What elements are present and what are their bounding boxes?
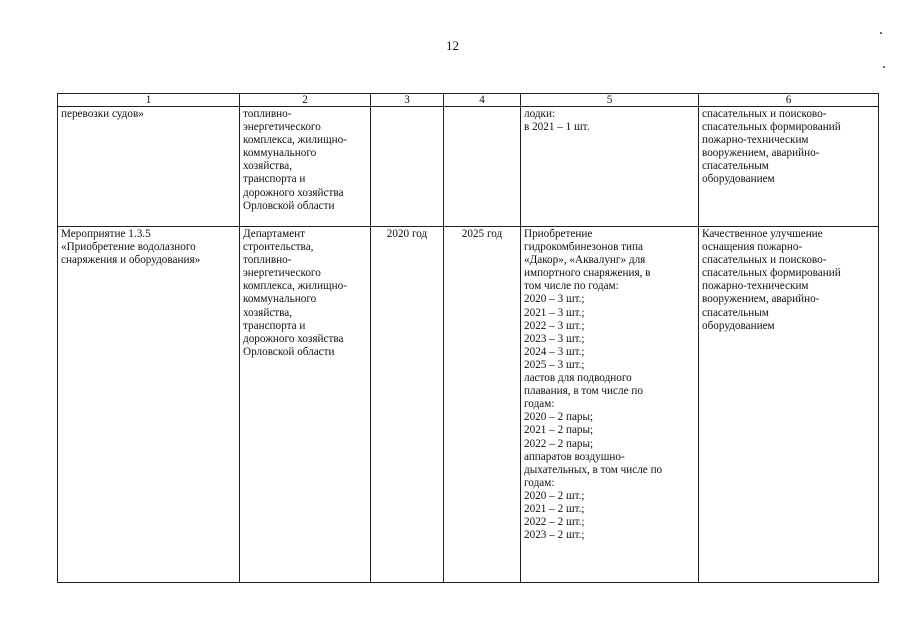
- cell-text-line: том числе по годам:: [524, 280, 619, 293]
- column-header-3: 3: [371, 94, 444, 107]
- cell-text-line: вооружением, аварийно-: [702, 293, 820, 306]
- cell-text-line: хозяйства,: [243, 160, 293, 173]
- header-row: [58, 94, 879, 107]
- cell-text-line: дорожного хозяйства: [243, 332, 344, 345]
- cell-text-line: хозяйства,: [243, 306, 293, 319]
- cell-text-line: спасательным: [702, 306, 769, 319]
- cell-text-line: 2020 год: [386, 228, 428, 240]
- cell-text-line: пожарно-техническим: [702, 134, 809, 147]
- cell-text-line: годам:: [524, 476, 555, 489]
- cell-text-line: 2021 – 2 пары;: [524, 424, 594, 437]
- cell-text-line: комплекса, жилищно-: [243, 280, 347, 293]
- cell-text-line: оборудованием: [702, 319, 775, 332]
- cell-text-line: «Дакор», «Аквалунг» для: [524, 254, 646, 267]
- page-number: 12: [446, 38, 459, 53]
- cell-responsible: [240, 107, 371, 227]
- cell-text-line: спасательных и поисково-: [702, 108, 827, 120]
- cell-expected-result: [699, 107, 879, 227]
- program-table: [57, 93, 879, 583]
- cell-text-line: коммунального: [243, 147, 317, 160]
- cell-text-line: топливно-: [243, 254, 292, 267]
- cell-text-line: 2025 год: [461, 228, 503, 240]
- cell-text-line: лодки:: [524, 108, 556, 120]
- cell-text-line: 2020 – 2 пары;: [524, 411, 594, 424]
- cell-text-line: 2020 – 3 шт.;: [524, 293, 585, 306]
- cell-text-line: 2020 – 2 шт.;: [524, 489, 585, 502]
- cell-text-line: Качественное улучшение: [702, 228, 823, 240]
- cell-text-line: 2021 – 3 шт.;: [524, 306, 585, 319]
- cell-text-line: 2023 – 3 шт.;: [524, 332, 585, 345]
- cell-text-line: спасательным: [702, 160, 769, 173]
- cell-text-line: оснащения пожарно-: [702, 241, 803, 254]
- cell-text-line: транспорта и: [243, 319, 306, 332]
- cell-description: [521, 107, 699, 227]
- cell-end-year: [444, 227, 521, 583]
- cell-text-line: комплекса, жилищно-: [243, 134, 347, 147]
- cell-text-line: снаряжения и оборудования»: [61, 254, 201, 267]
- cell-text-line: оборудованием: [702, 173, 775, 186]
- scan-speck: [880, 32, 882, 34]
- cell-text-line: дорожного хозяйства: [243, 186, 344, 199]
- cell-activity: [58, 107, 240, 227]
- cell-text-line: ластов для подводного: [524, 372, 632, 385]
- cell-text-line: 2022 – 2 шт.;: [524, 516, 585, 529]
- cell-text-line: годам:: [524, 398, 555, 411]
- cell-text-line: аппаратов воздушно-: [524, 450, 625, 463]
- cell-text-line: строительства,: [243, 241, 314, 254]
- column-header-1: 1: [58, 94, 240, 107]
- cell-text-line: топливно-: [243, 108, 292, 120]
- cell-start-year: [371, 227, 444, 583]
- cell-text-line: спасательных формирований: [702, 267, 841, 280]
- cell-activity: [58, 227, 240, 583]
- cell-text-line: коммунального: [243, 293, 317, 306]
- cell-text-line: спасательных и поисково-: [702, 254, 827, 267]
- column-header-2: 2: [240, 94, 371, 107]
- cell-expected-result: [699, 227, 879, 583]
- cell-text-line: пожарно-техническим: [702, 280, 809, 293]
- cell-text-line: энергетического: [243, 121, 321, 134]
- cell-text-line: 2025 – 3 шт.;: [524, 358, 585, 371]
- cell-text-line: перевозки судов»: [61, 108, 144, 120]
- cell-text-line: спасательных формирований: [702, 121, 841, 134]
- cell-text-line: 2023 – 2 шт.;: [524, 529, 585, 542]
- cell-text-line: дыхательных, в том числе по: [524, 463, 663, 476]
- cell-start-year: [371, 107, 444, 227]
- cell-end-year: [444, 107, 521, 227]
- cell-text-line: гидрокомбинезонов типа: [524, 241, 643, 254]
- cell-text-line: «Приобретение водолазного: [61, 241, 196, 254]
- cell-text-line: Орловской области: [243, 199, 335, 212]
- column-header-6: 6: [699, 94, 879, 107]
- cell-text-line: Орловской области: [243, 345, 335, 358]
- cell-text-line: 2024 – 3 шт.;: [524, 345, 585, 358]
- cell-description: [521, 227, 699, 583]
- cell-text-line: энергетического: [243, 267, 321, 280]
- cell-text-line: 2021 – 2 шт.;: [524, 502, 585, 515]
- cell-text-line: 2022 – 3 шт.;: [524, 319, 585, 332]
- cell-text-line: импортного снаряжения, в: [524, 267, 651, 280]
- cell-text-line: плавания, в том числе по: [524, 385, 643, 398]
- cell-text-line: транспорта и: [243, 173, 306, 186]
- cell-responsible: [240, 227, 371, 583]
- cell-text-line: вооружением, аварийно-: [702, 147, 820, 160]
- scan-speck: [883, 66, 885, 68]
- cell-text-line: в 2021 – 1 шт.: [524, 121, 590, 134]
- cell-text-line: Мероприятие 1.3.5: [61, 228, 151, 240]
- column-header-4: 4: [444, 94, 521, 107]
- table-row-activity-1-3-5: [58, 227, 879, 583]
- cell-text-line: Приобретение: [524, 228, 593, 240]
- cell-text-line: 2022 – 2 пары;: [524, 437, 594, 450]
- column-header-5: 5: [521, 94, 699, 107]
- table-row-continuation: [58, 107, 879, 227]
- cell-text-line: Департамент: [243, 228, 306, 240]
